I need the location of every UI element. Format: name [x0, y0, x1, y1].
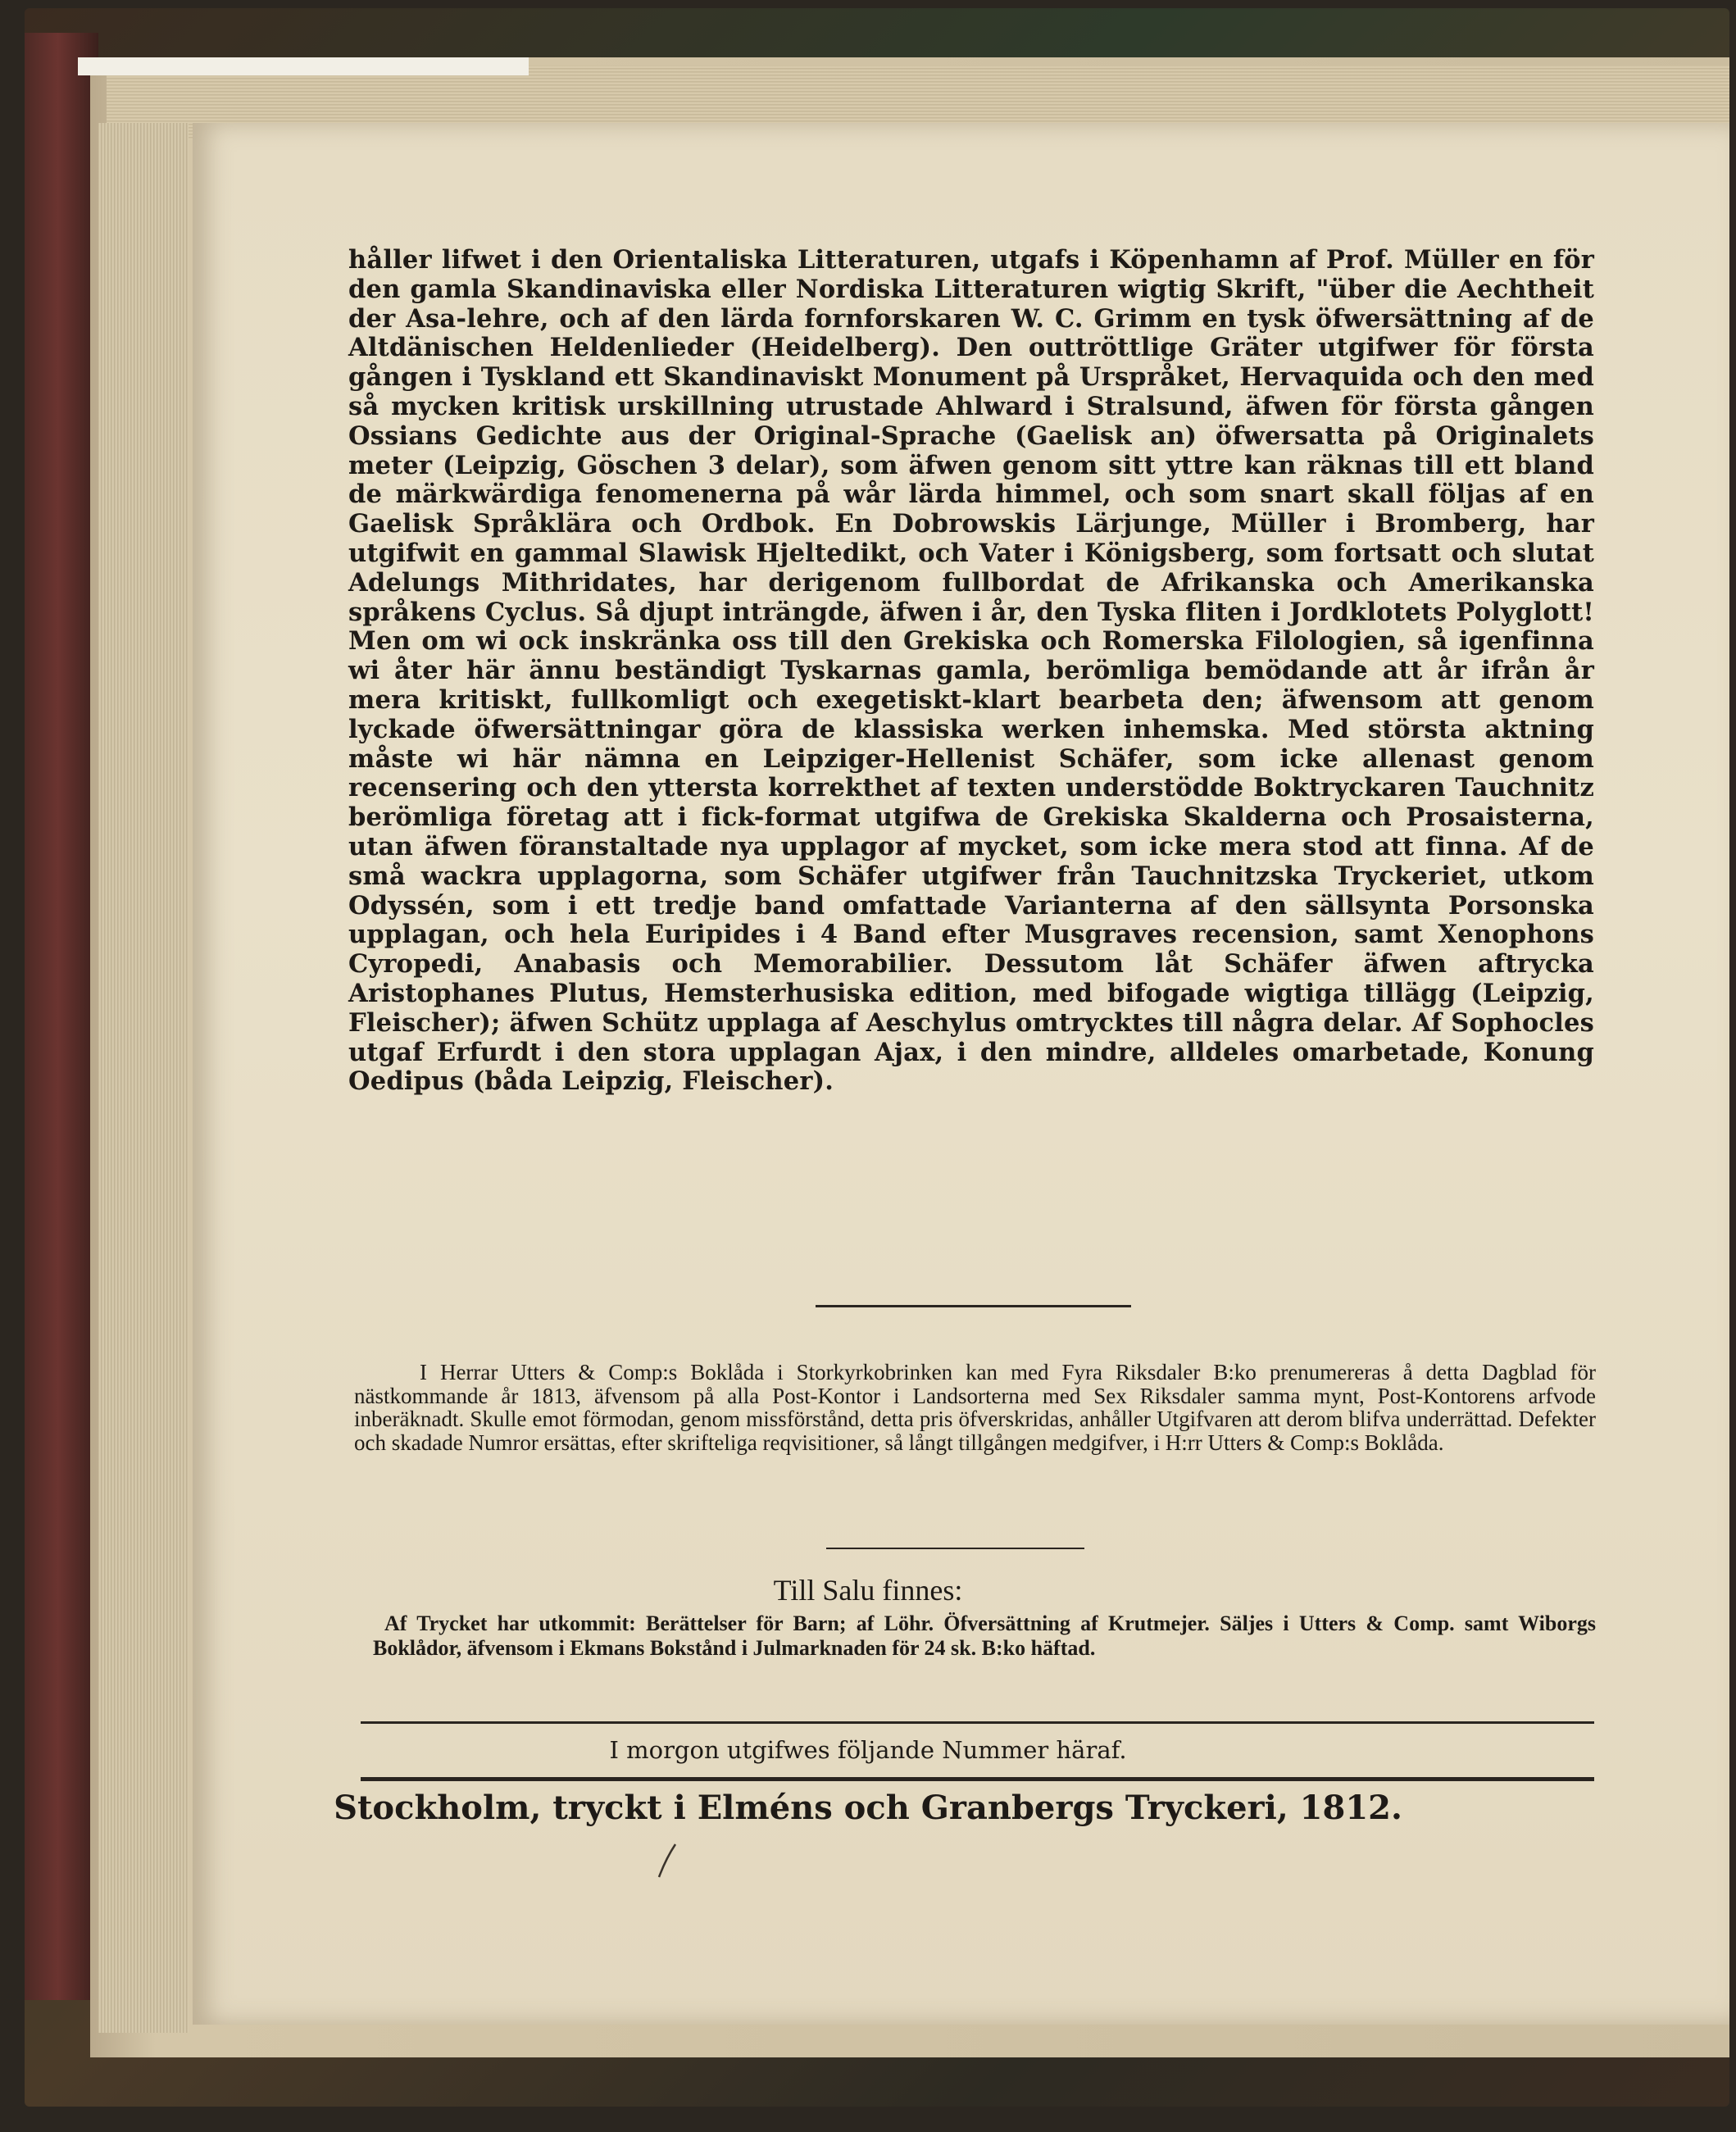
- notice-paragraph: I Herrar Utters & Comp:s Boklåda i Storkyrkobrinken kan med Fyra Riksdaler B:ko prenumereras å detta Dagblad för nästkommande år 1813, äfvensom på alla Post-Kontor i Landsorterna med Sex Riksdaler samma mynt, Post-Kontorens arfvode inberäknadt. Skulle emot förmodan, genom missförstånd, detta pris öfverskridas, anhåller Utgifvaren att derom blifva underrättad. Defekter och skadade Numror ersättas, efter skrifteliga reqvisitioner, så långt tillgången medgifver, i H:rr Utters & Comp:s Boklåda.: [354, 1360, 1596, 1455]
- sale-heading: Till Salu finnes:: [773, 1574, 963, 1607]
- subscription-notice: [354, 1361, 1596, 1454]
- next-issue-line: I morgon utgifwes följande Nummer häraf.: [609, 1736, 1127, 1764]
- pen-stroke-mark: [656, 1843, 680, 1879]
- footer-rule-bottom: [361, 1777, 1594, 1781]
- sale-paragraph: Af Trycket har utkommit: Berättelser för Barn; af Löhr. Öfversättning af Krutmejer. Säljes i Utters & Comp. samt Wiborgs Boklådor, äfvensom i Ekmans Bokstånd i Julmarknaden för 24 sk. B:ko häftad.: [373, 1612, 1596, 1660]
- book-spine: [25, 33, 98, 2000]
- notice-divider: [826, 1548, 1084, 1549]
- printer-imprint: Stockholm, tryckt i Elméns och Granbergs Tryckeri, 1812.: [334, 1789, 1402, 1827]
- footer-rule-top: [361, 1721, 1594, 1724]
- sale-announcement: [373, 1612, 1596, 1661]
- article-paragraph: håller lifwet i den Orientaliska Litteraturen, utgafs i Köpenhamn af Prof. Müller en för den gamla Skandinaviska eller Nordiska Litteraturen wigtig Skrift, "über die Aechtheit der Asa-lehre, och af den lärda fornforskaren W. C. Grimm en tysk öfwersättning af de Altdänischen Heldenlieder (Heidelberg). Den outtröttlige Gräter utgifwer för första gången i Tyskland ett Skandinaviskt Monument på Urspråket, Hervaquida och den med så mycken kritisk urskillning utrustade Ahlward i Stralsund, äfwen för första gången Ossians Gedichte aus der Original-Sprache (Gaelisk an) öfwersatta på Originalets meter (Leipzig, Göschen 3 delar), som äfwen genom sitt yttre kan räknas till ett bland de märkwärdiga fenomenerna på wår lärda himmel, och som snart skall följas af en Gaelisk Språklära och Ordbok. En Dobrowskis Lärjunge, Müller i Bromberg, har utgifwit en gammal Slawisk Hjeltedikt, och Vater i Königsberg, som fortsatt och slutat Adelungs Mithridates, har derigenom fullbordat de Afrikanska och Amerikanska språkens Cyclus. Så djupt inträngde, äfwen i år, den Tyska fliten i Jordklotets Polyglott! Men om wi ock inskränka oss till den Grekiska och Romerska Filologien, så igenfinna wi åter här ännu beständigt Tyskarnas gamla, berömliga bemödande att år ifrån år mera kritiskt, fullkomligt och exegetiskt-klart bearbeta den; äfwensom att genom lyckade öfwersättningar göra de klassiska werken inhemska. Med största aktning måste wi här nämna en Leipziger-Hellenist Schäfer, som icke allenast genom recensering och den yttersta korrekthet af texten understödde Boktryckaren Tauchnitz berömliga företag att i fick-format utgifwa de Grekiska Skalderna och Prosaisterna, utan äfwen föranstaltade nya upplagor af mycket, som icke mera stod att finna. Af de små wackra upplagorna, som Schäfer utgifwer från Tauchnitzska Tryckeriet, utkom Odyssén, som i ett tredje band omfattade Varianterna af den sällsynta Porsonska upplagan, och hela Euripides i 4 Band efter Musgraves recension, samt Xenophons Cyropedi, Anabasis och Memorabilier. Dessutom låt Schäfer äfwen aftrycka Aristophanes Plutus, Hemsterhusiska edition, med bifogade wigtiga tillägg (Leipzig, Fleischer); äfwen Schütz upplaga af Aeschylus omtrycktes till några delar. Af Sophocles utgaf Erfurdt i den stora upplagan Ajax, i den mindre, alldeles omarbetade, Konung Oedipus (båda Leipzig, Fleischer).: [348, 245, 1594, 1097]
- paper-slip: [78, 57, 529, 75]
- section-divider: [816, 1305, 1131, 1307]
- article-body: [348, 246, 1594, 1097]
